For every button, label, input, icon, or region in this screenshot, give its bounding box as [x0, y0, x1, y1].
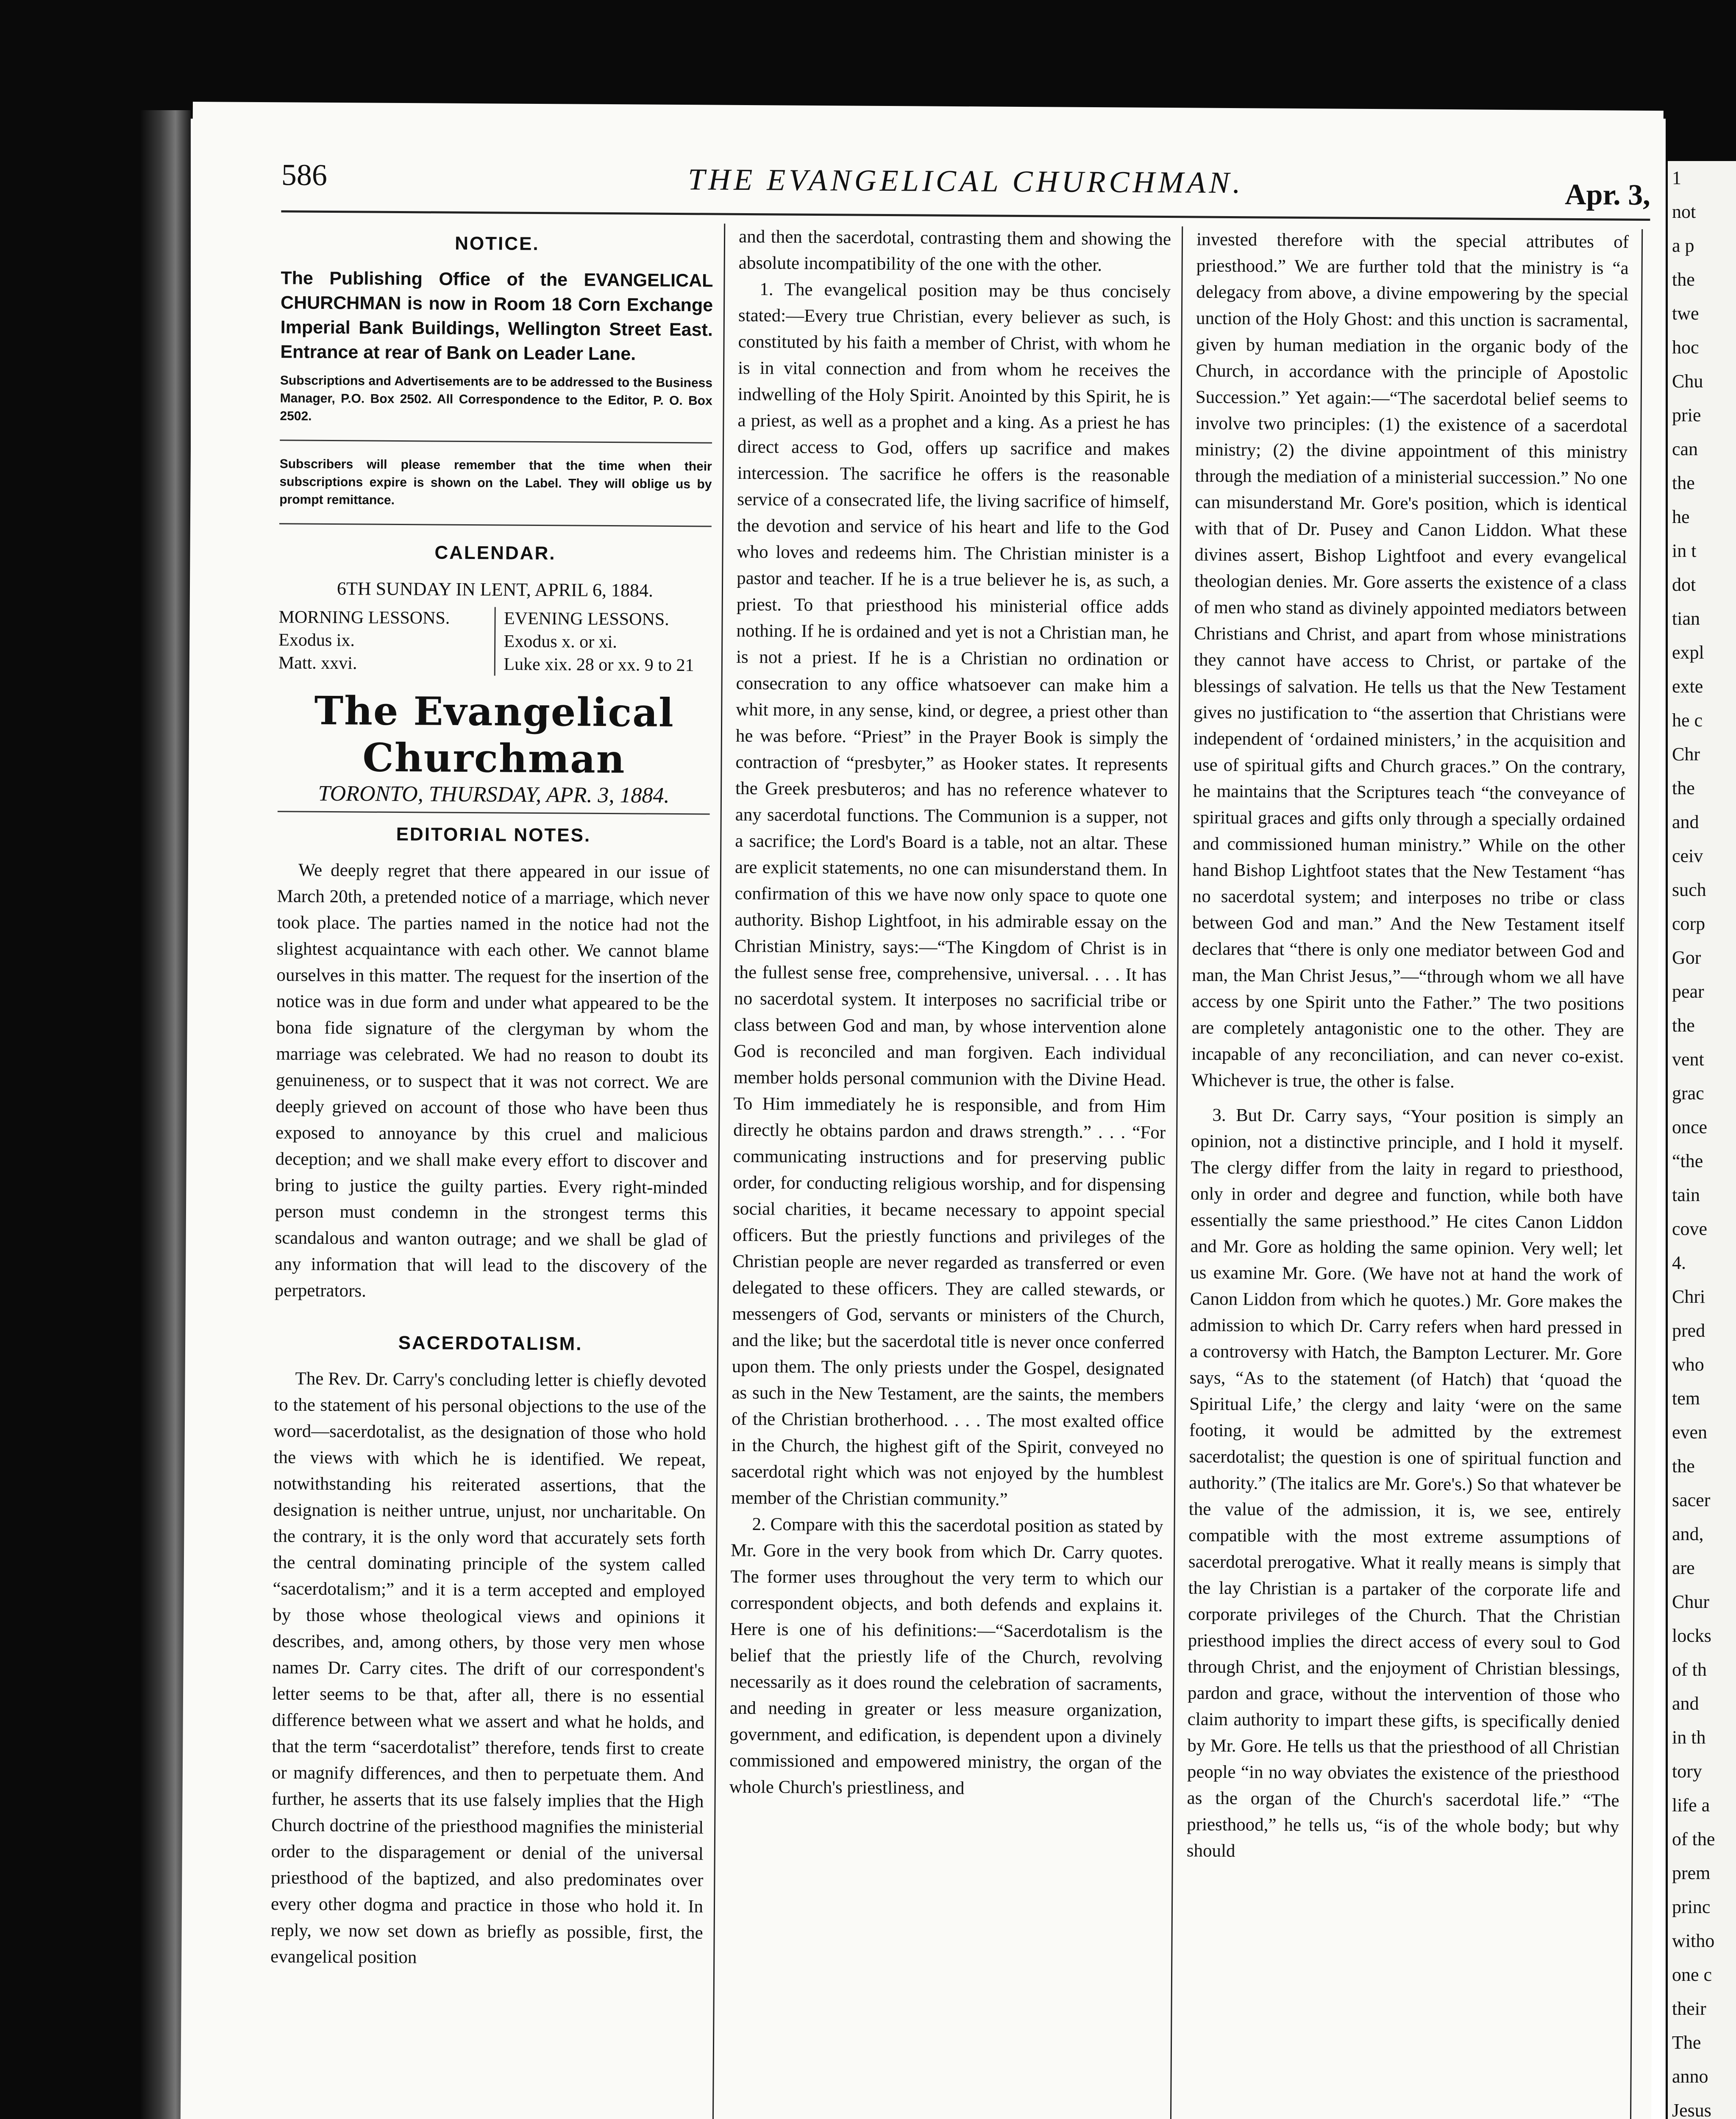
- newspaper-page: [179, 102, 1664, 2119]
- next-page-fragment: tain: [1672, 1185, 1700, 1205]
- next-page-fragment: sacer: [1672, 1490, 1711, 1510]
- notice-subscriptions: Subscriptions and Advertisements are to be addressed to the Business Manager, P.O. Box 2502. All Correspondence to the Editor, P. O. Box 2502.: [280, 373, 713, 423]
- next-page-fragment: life a: [1672, 1795, 1710, 1816]
- next-page-fragment: in th: [1672, 1727, 1706, 1748]
- notice-text: The Publishing Office of the EVANGELICAL CHURCHMAN is now in Room 18 Corn Exchange Imperial Bank Buildings, Wellington Street East. Entrance at rear of Bank on Leader Lane.: [280, 268, 713, 364]
- next-page-fragment: Chur: [1672, 1591, 1709, 1612]
- morning-lesson-2: Matt. xxvi.: [278, 653, 357, 673]
- editorial-paragraph: We deeply regret that there appeared in our issue of March 20th, a pretended notice of a marriage, which never took place. The parties named in the notice had not the slightest acquaintance with each other. We cannot blame ourselves in this matter. The request for the insertion of the notice was in due form and under what appeared to be the bona fide signature of the clergyman by whom the marriage was celebrated. We had no reason to doubt its genuineness, or to suspect that it was not correct. We are deeply grieved on account of those who have been thus exposed to annoyance by this cruel and malicious deception; and we shall make every effort to discover and bring to justice the guilty parties. Every right-minded person must condemn in the strongest terms this scandalous and wanton outrage; and we shall be glad of any information that will lead to the discovery of the perpetrators.: [274, 860, 710, 1301]
- journal-title: THE EVANGELICAL CHURCHMAN.: [687, 162, 1244, 200]
- next-page-fragment: 4.: [1672, 1252, 1686, 1273]
- next-page-fragment: expl: [1672, 642, 1704, 663]
- column-3: [1184, 226, 1629, 2119]
- next-page-fragment: one c: [1672, 1964, 1712, 1985]
- next-page-fragment: princ: [1672, 1897, 1711, 1917]
- next-page-fragment: once: [1672, 1117, 1708, 1137]
- next-page-fragment: grac: [1672, 1083, 1704, 1104]
- next-page-fragment: corp: [1672, 913, 1705, 934]
- next-page-fragment: exte: [1672, 676, 1703, 697]
- morning-lesson-1: Exodus ix.: [278, 630, 355, 651]
- carry-reply-paragraph: 3. But Dr. Carry says, “Your position is simply an opinion, not a distinctive principle, and I hold it myself. The clergy differ from the laity in regard to priesthood, only in order and degree and function, while both have essentially the same priesthood.” He cites Canon Liddon and Mr. Gore as holding the same opinion. Very well; let us examine Mr. Gore. (We have not at hand the work of Canon Liddon from which he quotes.) Mr. Gore makes the admission to which Dr. Carry refers when hard pressed in a controversy with Hatch, the Bampton Lecturer. Mr. Gore says, “As to the statement (of Hatch) that ‘quoad the Spiritual Life,’ the clergy and laity ‘were on the same footing, it would be admitted by the extremest sacerdotalist; the question is one of spiritual function and authority.” (The italics are Mr. Gore's.) So that whatever be the value of the admission, it is, we see, entirely compatible with the most extreme assumptions of sacerdotal prerogative. What it really means is simply that the lay Christian is a partaker of the corporate life and corporate privileges of the Church. That the Christian priesthood implies the direct access of every soul to God through Christ, and the enjoyment of Christian blessings, pardon and grace, without the intervention of those who claim authority to impart these gifts, is specifically denied by Mr. Gore. He tells us that the priesthood of all Christian people “in no way obviates the existence of the priesthood as the organ of the Church's sacerdotal life.” “The priesthood,” he tells us, “is of the whole body; but why should: [1186, 1105, 1624, 1861]
- next-page-fragment: pear: [1672, 981, 1704, 1002]
- sacerdotalism-paragraph-1: The Rev. Dr. Carry's concluding letter is chiefly devoted to the statement of his personal objections to the use of the word—sacerdotalist, as the designation of those who hold the views with which he is identified. We repeat, notwithstanding his reiterated assertions, that the designation is neither untrue, unjust, nor uncharitable. On the contrary, it is the only word that accurately sets forth the central dominating principle of the system called “sacerdotalism;” and it is a term accepted and employed by those whose theological views and opinions it describes, and, among others, by those very men whose names Dr. Carry cites. The drift of our correspondent's letter seems to be that, after all, there is no essential difference between what we assert and what he holds, and that the term “sacerdotalist” therefore, tends first to create or magnify differences, and then to perpetuate them. And further, he asserts that its use falsely implies that the High Church doctrine of the priesthood magnifies the ministerial order to the disparagement or denial of the universal priesthood of the baptized, and also predominates over every other dogma and practice in those who hold it. In reply, we now set down as briefly as possible, first, the evangelical position: [270, 1368, 707, 1968]
- next-page-fragment: such: [1672, 879, 1706, 900]
- next-page-fragment: and,: [1672, 1524, 1704, 1544]
- scan-border-top: [0, 0, 1736, 119]
- next-page-fragment: who: [1672, 1354, 1704, 1375]
- next-page-fragment: prie: [1672, 405, 1701, 425]
- next-page-fragment: Chri: [1672, 1286, 1705, 1307]
- column-2: [726, 224, 1171, 2119]
- next-page-fragment: their: [1672, 1998, 1706, 2019]
- column-rule: [1629, 229, 1643, 2119]
- next-page-fragment: the: [1672, 1456, 1695, 1477]
- next-page-fragment: tian: [1672, 608, 1700, 629]
- next-page-fragment: the: [1672, 473, 1695, 493]
- notice-title: NOTICE.: [455, 233, 540, 255]
- sacerdotalism-title: SACERDOTALISM.: [398, 1332, 583, 1354]
- editorial-title: EDITORIAL NOTES.: [396, 823, 591, 846]
- next-page-fragment: in t: [1672, 540, 1697, 561]
- next-page-fragment: “the: [1672, 1151, 1703, 1171]
- page-number: 586: [281, 158, 328, 192]
- next-page-fragment: anno: [1672, 2066, 1708, 2087]
- next-page-fragment: the: [1672, 778, 1695, 798]
- next-page-fragment: of the: [1672, 1829, 1715, 1849]
- next-page-fragment: vent: [1672, 1049, 1704, 1070]
- next-page-fragment: he: [1672, 506, 1690, 527]
- next-page-fragment: and: [1672, 1693, 1699, 1714]
- next-page-fragment: of th: [1672, 1659, 1707, 1680]
- next-page-fragment: a p: [1672, 235, 1694, 256]
- sacerdotalism-paragraph-continued: and then the sacerdotal, contrasting them and showing the absolute incompatibility of the one with the other.: [738, 226, 1171, 275]
- next-page-fragment: Gor: [1672, 947, 1701, 968]
- next-page-fragment: 1: [1672, 167, 1681, 188]
- evangelical-position-paragraph: 1. The evangelical position may be thus concisely stated:—Every true Christian, every believer as such, is constituted by his faith a member of Christ, with whom he is in vital connection and from whom he receives the indwelling of the Holy Spirit. Anointed by this Spirit, he is a priest, as well as a prophet and a king. As a priest he has direct access to God, offers up sacrifice and makes intercession. The sacrifice he offers is the reasonable service of a consecrated life, the living sacrifice of himself, the devotion and service of his heart and life to the God who loves and redeems him. The Christian minister is a pastor and teacher. If he is a true believer he is, as such, a priest. To that priesthood his ministerial office adds nothing. If he is ordained and yet is not a Christian man, he is not a priest. If he is a Christian no ordination or consecration to any office whatsoever can make him a whit more, in any sense, kind, or degree, a priest other than he was before. “Priest” in the Prayer Book is simply the contraction of “presbyter,” as Hooker states. It represents the Greek presbuteros; and has no reference whatever to any sacerdotal functions. The Communion is a supper, not a sacrifice; the Lord's Board is a table, not an altar. These are explicit statements, no one can misunderstand them. In confirmation of this we have now only space to quote one authority. Bishop Lightfoot, in his admirable essay on the Christian Ministry, says:—“The Kingdom of Christ is in the fullest sense free, comprehensive, universal. . . . It has no sacerdotal system. It interposes no sacrificial tribe or class between God and man, by whose intervention alone God is reconciled and man forgiven. Each individual member holds personal communion with the Divine Head. To Him immediately he is responsible, and from Him directly he obtains pardon and draws strength.” . . . “For communicating instructions and for preserving public order, for conducting religious worship, and for dispensing social charities, it became necessary to appoint special officers. But the priestly functions and privileges of the Christian people are never regarded as transferred or even delegated to these officers. They are called stewards, or messengers of God, servants or ministers of the Church, and the like; but the sacerdotal title is never once conferred upon them. The only priests under the Gospel, designated as such in the New Testament, are the saints, the members of the Christian brotherhood. . . . The most exalted office in the Church, the highest gift of the Spirit, conveyed no sacerdotal right which was not enjoyed by the humblest member of the Christian community.”: [731, 279, 1171, 1510]
- next-page-fragment: even: [1672, 1422, 1708, 1443]
- next-page-fragment: pred: [1672, 1320, 1705, 1341]
- next-page-fragment: are: [1672, 1557, 1695, 1578]
- divider: [280, 439, 712, 443]
- next-page-fragment: Chu: [1672, 371, 1703, 392]
- column-1: [268, 221, 713, 2119]
- evening-lessons-title: EVENING LESSONS.: [504, 609, 669, 629]
- next-page-fragment: witho: [1672, 1930, 1715, 1951]
- next-page-fragment: the: [1672, 269, 1695, 290]
- next-page-fragment: and: [1672, 812, 1699, 832]
- next-page-fragment: can: [1672, 439, 1698, 459]
- next-page-edge: [1668, 161, 1736, 2119]
- next-page-fragment: dot: [1672, 574, 1696, 595]
- next-page-fragment: ceiv: [1672, 845, 1703, 866]
- divider: [278, 811, 710, 815]
- header-rule: [281, 210, 1650, 221]
- next-page-fragment: Jesus: [1672, 2100, 1711, 2119]
- evening-lesson-2: Luke xix. 28 or xx. 9 to 21: [504, 654, 694, 676]
- next-page-fragment: locks: [1672, 1625, 1711, 1646]
- next-page-fragment: tem: [1672, 1388, 1700, 1409]
- sacerdotal-position-continued: invested therefore with the special attributes of priesthood.” We are further told that the ministry is “a delegacy from above, a divine empowering by the special unction of the Holy Ghost: and this unction is sacramental, given by human mediation in the organic body of the Church, in accordance with the principle of Apostolic Succession.” Yet again:—“The sacerdotal belief seems to involve two principles: (1) the existence of a sacerdotal ministry; (2) the divine appointment of this ministry through the mediation of a ministerial succession.” No one can misunderstand Mr. Gore's position, which is identical with that of Dr. Pusey and Canon Liddon. What these divines assert, Bishop Lightfoot and every evangelical theologian denies. Mr. Gore asserts the existence of a class of men who stand as divinely appointed mediators between Christians and Christ, and apart from whose ministrations they cannot have access to Christ, or partake of the blessings of salvation. He tells us that the New Testament gives no justification to “the assertion that Christians were independent of ‘ordained ministers,’ in the acquisition and use of spiritual gifts and Church graces.” On the contrary, he maintains that the Scriptures teach “the conveyance of spiritual graces and gifts only through a specially ordained and commissioned human ministry.” While on the other hand Bishop Lightfoot states that the New Testament “has no sacerdotal system; and interposes no tribe or class between God and man.” And the New Testament itself declares that “there is only one mediator between God and man, the Man Christ Jesus,”—“through whom we all have access by one Spirit unto the Father.” The two positions are completely antagonistic one to the other. They are incapable of any reconciliation, and can never co-exist. Whichever is true, the other is false.: [1191, 229, 1629, 1092]
- next-page-fragment: not: [1672, 201, 1696, 222]
- column-rule: [1169, 226, 1183, 2119]
- next-page-fragment: twe: [1672, 303, 1699, 324]
- next-page-fragment: the: [1672, 1015, 1695, 1036]
- next-page-fragment: prem: [1672, 1863, 1711, 1883]
- evening-lesson-1: Exodus x. or xi.: [504, 631, 618, 652]
- next-page-fragment: cove: [1672, 1218, 1708, 1239]
- calendar-title: CALENDAR.: [434, 542, 556, 564]
- next-page-fragment: The: [1672, 2032, 1701, 2053]
- masthead-dateline: TORONTO, THURSDAY, APR. 3, 1884.: [318, 781, 670, 808]
- morning-lessons-title: MORNING LESSONS.: [278, 607, 450, 628]
- next-page-fragment: he c: [1672, 710, 1703, 731]
- masthead-title: The Evangelical Churchman: [314, 687, 675, 782]
- next-page-fragment: Chr: [1672, 744, 1700, 765]
- next-page-fragment: hoc: [1672, 337, 1699, 358]
- divider: [279, 523, 712, 527]
- subscribers-note: Subscribers will please remember that the time when their subscriptions expire is shown on the Label. They will oblige us by prompt remittance.: [279, 457, 712, 507]
- next-page-fragment: tory: [1672, 1761, 1702, 1782]
- calendar-subtitle: 6TH SUNDAY IN LENT, APRIL 6, 1884.: [337, 578, 654, 601]
- page-header: [281, 157, 1651, 212]
- header-date: Apr. 3,: [1564, 178, 1650, 212]
- lessons-table: [278, 606, 711, 677]
- column-rule: [712, 224, 726, 2119]
- sacerdotal-position-paragraph: 2. Compare with this the sacerdotal position as stated by Mr. Gore in the very book from which Dr. Carry quotes. The former uses throughout the very term to which our correspondent objects, and both defends and explains it. Here is one of his definitions:—“Sacerdotalism is the belief that the priestly life of the Church, revolving necessarily as it does round the celebration of sacraments, and needing in greater or less measure organization, government, and edification, is dependent upon a divinely commissioned and empowered ministry, the organ of the whole Church's priestliness, and: [729, 1514, 1163, 1799]
